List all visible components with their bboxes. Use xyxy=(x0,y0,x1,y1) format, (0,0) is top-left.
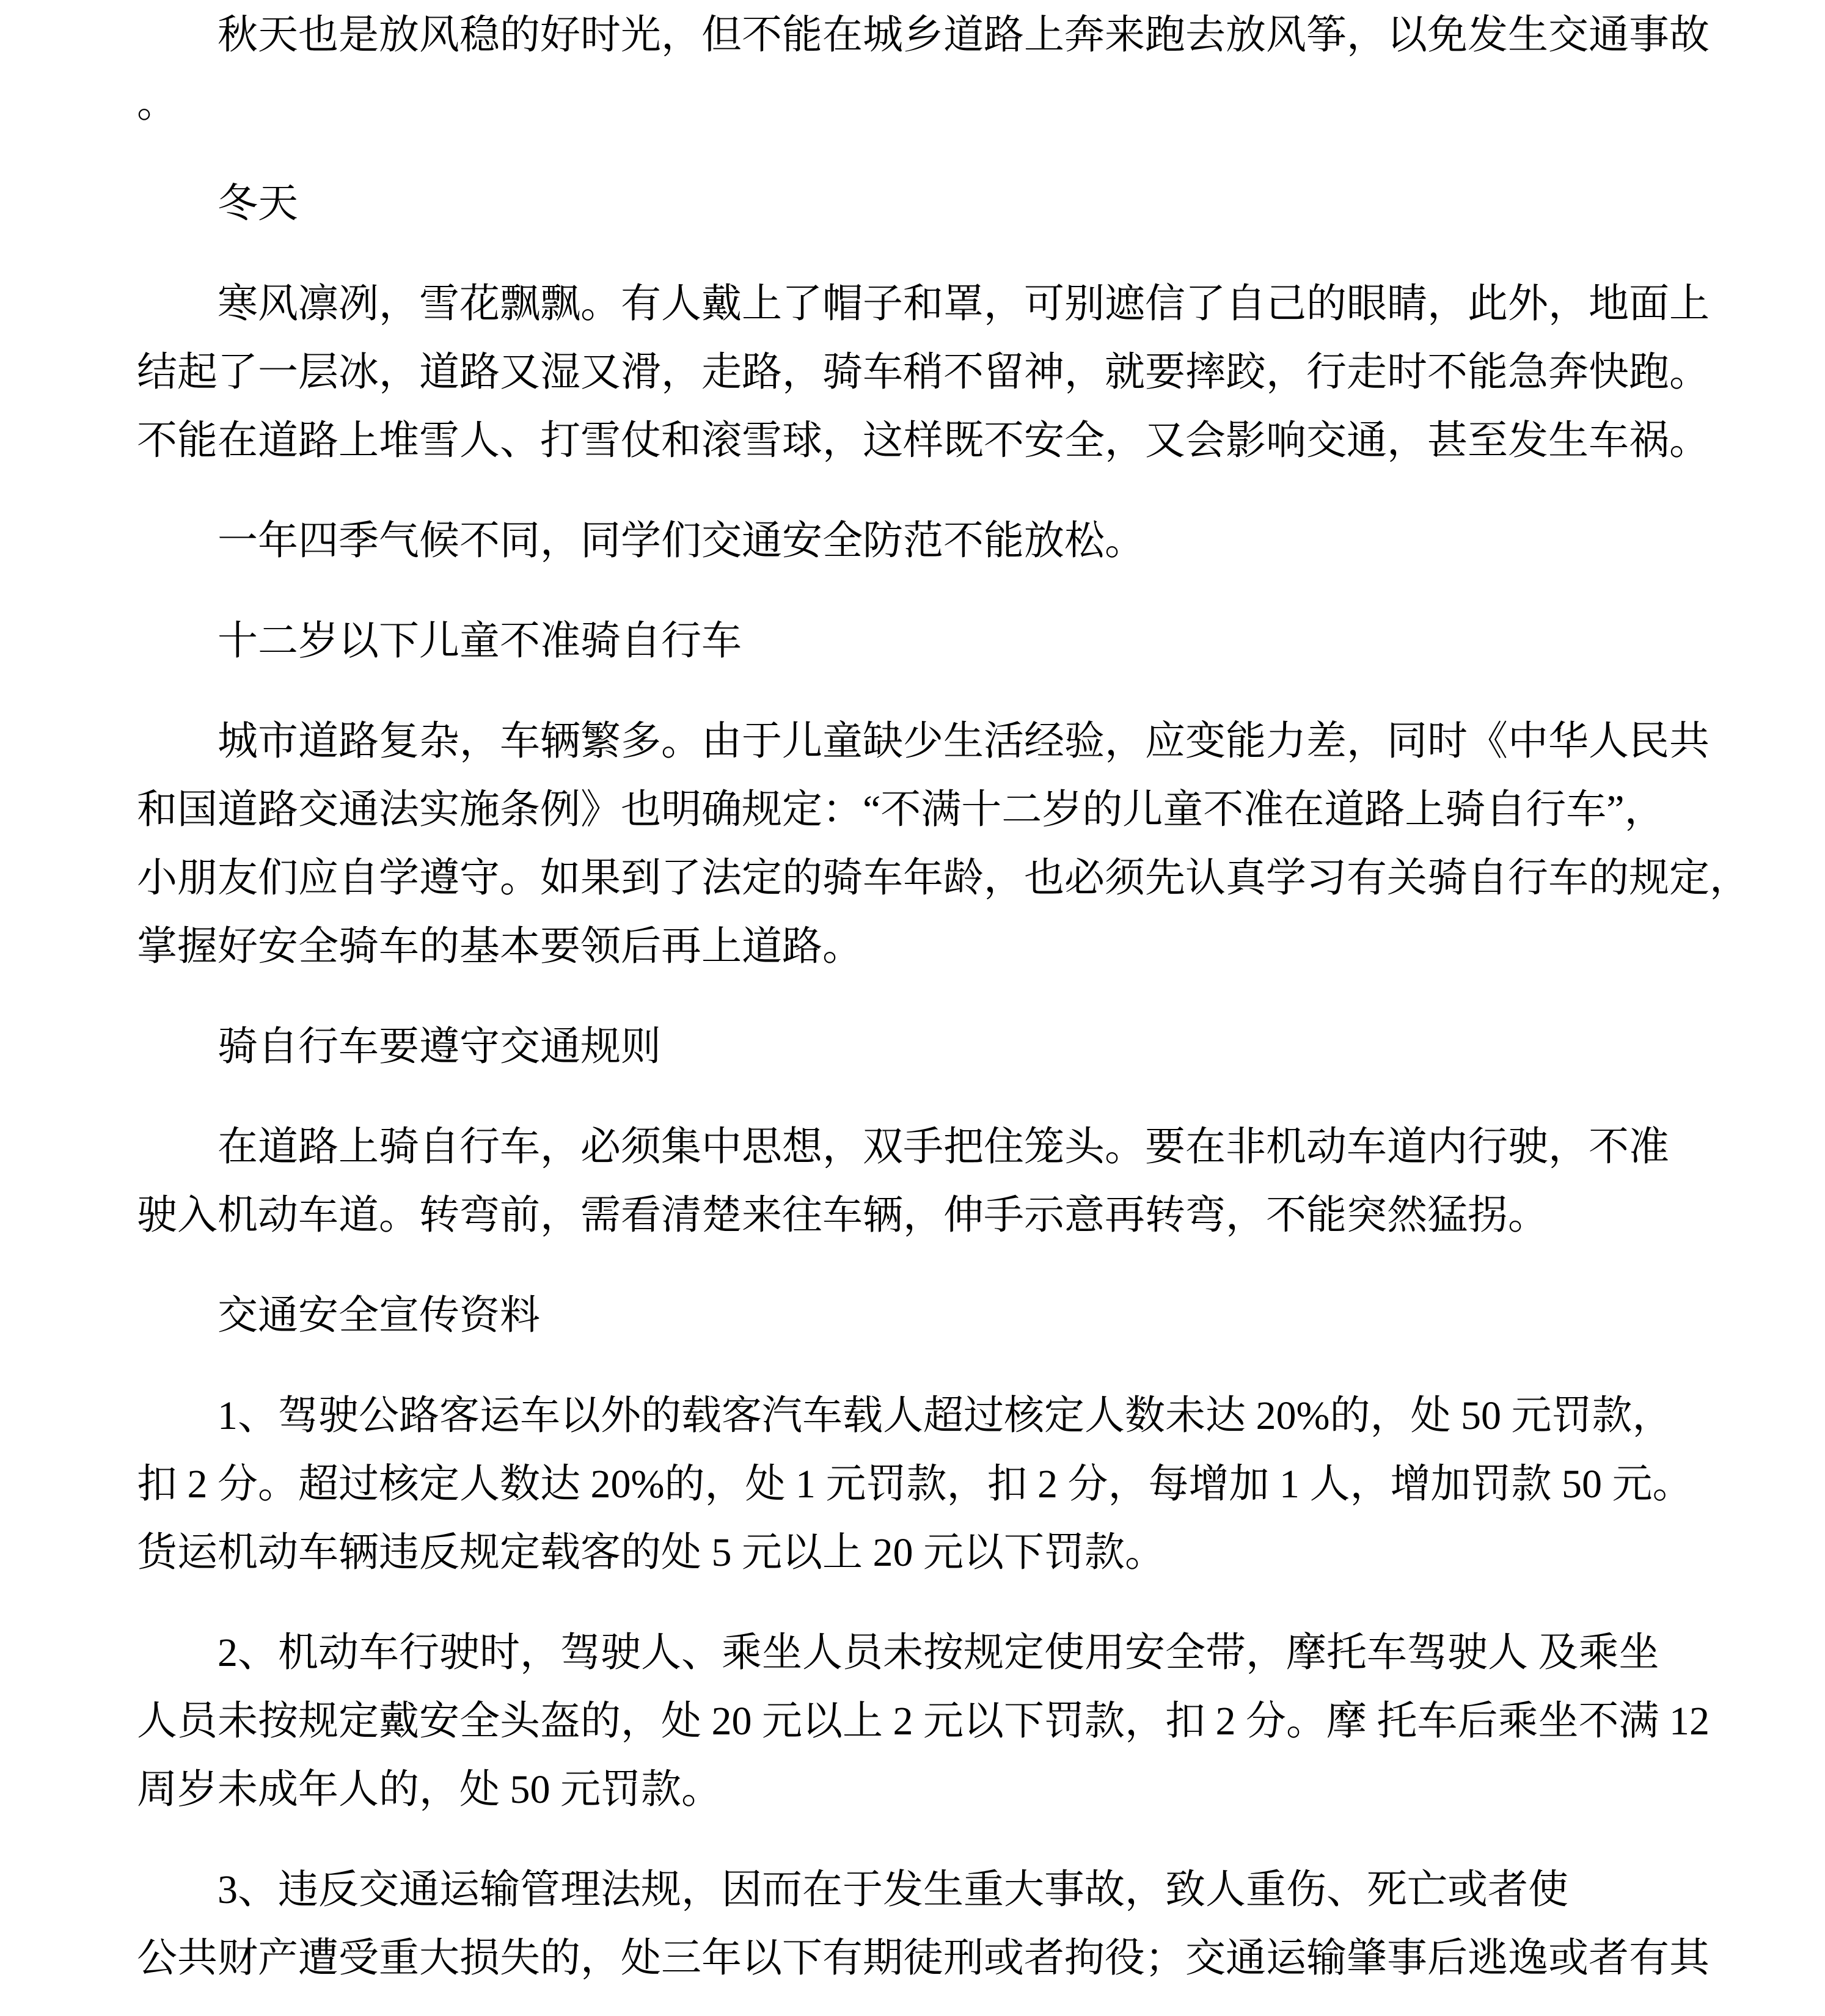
text-line: 交通安全宣传资料 xyxy=(218,1293,540,1338)
list-item-1 xyxy=(137,1382,1715,1587)
text-line: 在道路上骑自行车，必须集中思想，双手把住笼头。要在非机动车道内行驶，不准 xyxy=(218,1125,1669,1169)
paragraph-autumn-kite xyxy=(137,1,1715,138)
text-line: 骑自行车要遵守交通规则 xyxy=(218,1024,661,1069)
text-line: 秋天也是放风稳的好时光，但不能在城乡道路上奔来跑去放风筝，以免发生交通事故 xyxy=(218,13,1710,57)
text-line: 。 xyxy=(137,81,177,126)
paragraph-four-seasons xyxy=(137,507,1715,575)
text-line: 周岁未成年人的，处 50 元罚款。 xyxy=(137,1767,722,1812)
text-line: 人员未按规定戴安全头盔的，处 20 元以上 2 元以下罚款，扣 2 分。摩 托车后乘坐不满 12 xyxy=(137,1699,1710,1744)
text-line: 掌握好安全骑车的基本要领后再上道路。 xyxy=(137,924,863,969)
text-line: 扣 2 分。超过核定人数达 20%的，处 1 元罚款，扣 2 分，每增加 1 人，增加罚款 50 元。 xyxy=(137,1462,1693,1507)
text-line: 公共财产遭受重大损失的，处三年以下有期徒刑或者拘役；交通运输肇事后逃逸或者有其 xyxy=(137,1936,1710,1981)
text-line: 驶入机动车道。转弯前，需看清楚来往车辆，伸手示意再转弯，不能突然猛拐。 xyxy=(137,1193,1548,1238)
heading-winter xyxy=(137,170,1715,238)
text-line: 一年四季气候不同，同学们交通安全防范不能放松。 xyxy=(218,519,1145,563)
list-item-3 xyxy=(137,1856,1715,1993)
text-line: 十二岁以下儿童不准骑自行车 xyxy=(218,619,742,663)
text-line: 不能在道路上堆雪人、打雪仗和滚雪球，这样既不安全，又会影响交通，甚至发生车祸。 xyxy=(137,418,1710,463)
heading-bike-traffic-rules xyxy=(137,1013,1715,1081)
heading-under-twelve-no-cycling xyxy=(137,607,1715,676)
heading-traffic-safety-materials xyxy=(137,1282,1715,1350)
text-line: 1、驾驶公路客运车以外的载客汽车载人超过核定人数未达 20%的，处 50 元罚款， xyxy=(218,1393,1673,1438)
text-line: 2、机动车行驶时，驾驶人、乘坐人员未按规定使用安全带，摩托车驾驶人 及乘坐 xyxy=(218,1631,1659,1675)
paragraph-winter xyxy=(137,270,1715,475)
text-line: 3、违反交通运输管理法规，因而在于发生重大事故，致人重伤、死亡或者使 xyxy=(218,1868,1568,1912)
text-line: 小朋友们应自学遵守。如果到了法定的骑车年龄，也必须先认真学习有关骑自行车的规定， xyxy=(137,856,1750,900)
text-line: 寒风凛冽，雪花飘飘。有人戴上了帽子和罩，可别遮信了自己的眼睛，此外，地面上 xyxy=(218,282,1710,326)
paragraph-bike-traffic-rules xyxy=(137,1113,1715,1250)
text-line: 城市道路复杂，车辆繁多。由于儿童缺少生活经验，应变能力差，同时《中华人民共 xyxy=(218,719,1710,764)
paragraph-under-twelve-no-cycling xyxy=(137,707,1750,981)
text-line: 和国道路交通法实施条例》也明确规定：“不满十二岁的儿童不准在道路上骑自行车”， xyxy=(137,787,1665,832)
text-line: 冬天 xyxy=(218,181,298,226)
text-line: 结起了一层冰，道路又湿又滑，走路，骑车稍不留神，就要摔跤，行走时不能急奔快跑。 xyxy=(137,350,1710,395)
text-line: 货运机动车辆违反规定载客的处 5 元以上 20 元以下罚款。 xyxy=(137,1530,1165,1575)
list-item-2 xyxy=(137,1619,1715,1824)
